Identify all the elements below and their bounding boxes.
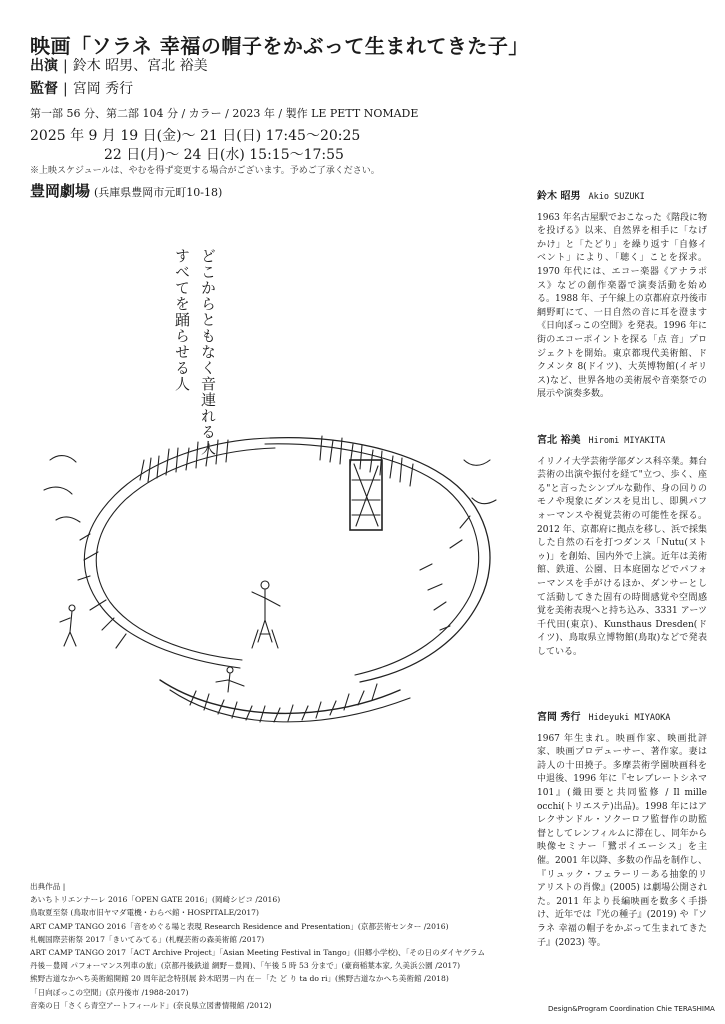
- bio-hiromi-miyakita: [537, 434, 707, 660]
- venue-name: 豊岡劇場: [30, 182, 91, 200]
- source-item: 音楽の日「さくら青空アートフィールド」(奈良県立図書情報館 /2012): [30, 1000, 272, 1010]
- bio-text: 1967 年生まれ。映画作家、映画批評家、映画プロデューサー、著作家。妻は詩人の十田撓子。多摩芸術学園映画科を中退後、1996 年に『セレブレートシネマ 101』(織田要と共同監修 / Il mille occhi(トリエステ)出品)。1998 年にはアレクサンドル・ソクーロフ監督作の助監督としてレンフィルムに滞在し、同年から映像セミナー「鷺ポイエーシス」を主催。2001 年以降、多数の作品を制作し、『リュック・フェラーリ－ある抽象的リアリストの肖像』(2005) は劇場公開された。2011 年より長編映画を数多く手掛け、近年では『光の種子』(2019) や『ソラネ 幸福の帽子をかぶって生まれてきた子』(2023) 等。: [537, 733, 707, 948]
- cast-separator: |: [63, 58, 68, 74]
- bio-name-ja: 宮北 裕美: [537, 435, 581, 446]
- source-heading: 出典作品 |: [30, 882, 66, 891]
- bio-text: 1963 年名古屋駅でおこなった《階段に物を投げる》以来、自然界を相手に「なげかけ」と「たどり」を繰り返す「自修イベント」により、「聴く」ことを探求。1970 年代には、エコー楽器《アナラポス》などの創作楽器で演奏活動を始める。1988 年、子午線上の京都府京丹後市網野町にて、一日自然の音に耳を澄ます《日向ぼっこの空間》を発表。1996 年に街のエコーポイントを探る「点 音」プロジェクトを開始。東京都現代美術館、ドクメンタ 8(ドイツ)、大英博物館(イギリス)など、世界各地の美術展や音楽祭での展示や演奏多数。: [537, 212, 707, 400]
- source-item: ART CAMP TANGO 2016「音をめぐる場と表現 Research Residence and Presentation」(京都芸術センター /2016): [30, 921, 449, 931]
- bio-hideyuki-miyaoka: [537, 711, 707, 950]
- film-tech-info: 第一部 56 分、第二部 104 分 / カラー / 2023 年 / 製作 LE PETT NOMADE: [30, 107, 419, 120]
- venue: [30, 180, 222, 201]
- design-credit: Design&Program Coordination Chie TERASHIMA: [548, 1005, 715, 1013]
- director-separator: |: [63, 81, 68, 97]
- cast-line: [30, 55, 208, 75]
- bio-text: イリノイ大学芸術学部ダンス科卒業。舞台芸術の出演や振付を経て"立つ、歩く、座る"と言ったシンプルな動作、身の回りのモノや現象にダンスを見出し、即興パフォーマンスや視覚芸術の可能性を探る。2012 年、京都府に拠点を移し、浜で採集した自然の石を打つダンス「Nutu(ヌトゥ)」を創始、国内外で上演。近年は美術館、鉄道、公園、日本庭園などでパフォーマンスを手がけるほか、ダンサーとして活動してきた固有の時間感覚や空間感覚を美術表現へと持ち込み、3331 アーツ千代田(東京)、Kunsthaus Dresden(ドイツ)、鳥取県立博物館(鳥取)などで発表している。: [537, 456, 707, 657]
- source-item: 札幌国際芸術祭 2017「きいてみてる」(札幌芸術の森美術館 /2017): [30, 934, 265, 944]
- schedule-note: ※上映スケジュールは、やむを得ず変更する場合がございます。予めご了承ください。: [30, 166, 380, 176]
- bio-name-ja: 鈴木 昭男: [537, 191, 581, 202]
- tagline-line-1: どこからともなく音連れる人: [199, 248, 217, 456]
- bio-name: [537, 711, 707, 726]
- director-label: 監督: [30, 81, 58, 97]
- source-item: あいちトリエンナーレ 2016「OPEN GATE 2016」(岡崎シビコ /2016): [30, 895, 281, 905]
- bio-name: [537, 190, 707, 205]
- cast-names: 鈴木 昭男、宮北 裕美: [72, 58, 208, 74]
- bio-name-ja: 宮岡 秀行: [537, 712, 581, 723]
- film-title: 映画「ソラネ 幸福の帽子をかぶって生まれてきた子」: [30, 34, 529, 58]
- performance-sketch-illustration: [20, 420, 520, 750]
- bio-name-roman: Hideyuki MIYAOKA: [588, 713, 671, 723]
- source-item: 丹後－豊岡 パフォーマンス列車の旅」(京都丹後鉄道 網野－豊岡)、「午後 5 時 53 分まで」(豪商稲葉本家, 久美浜公園 /2017): [30, 961, 461, 971]
- bio-name-roman: Hiromi MIYAKITA: [588, 436, 666, 446]
- cast-label: 出演: [30, 58, 58, 74]
- bio-name-roman: Akio SUZUKI: [588, 192, 645, 202]
- source-works-list: [30, 880, 550, 1012]
- tagline-line-2: すべてを踊らせる人: [173, 248, 191, 392]
- screening-dates-1: 2025 年 9 月 19 日(金)〜 21 日(日) 17:45〜20:25: [30, 128, 361, 144]
- screening-dates-2: 22 日(月)〜 24 日(水) 15:15〜17:55: [104, 147, 344, 163]
- director-line: [30, 78, 133, 98]
- venue-address: (兵庫県豊岡市元町10-18): [94, 186, 223, 199]
- source-item: 鳥取夏至祭 (鳥取市旧ヤマダ電機・わらべ館・HOSPITALE/2017): [30, 908, 259, 918]
- source-item: 「日向ぼっこの空間」(京丹後市 /1988-2017): [30, 987, 189, 997]
- bio-name: [537, 434, 707, 449]
- source-item: ART CAMP TANGO 2017「ACT Archive Project」「Asian Meeting Festival in Tango」(旧郷小学校)、「その日のダイヤグラム: [30, 948, 486, 958]
- director-name: 宮岡 秀行: [72, 81, 134, 97]
- source-item: 熊野古道なかへち美術館開館 20 周年記念特別展 鈴木昭男－内 在－「た ど り ta do ri」(熊野古道なかへち美術館 /2018): [30, 974, 449, 984]
- bio-akio-suzuki: [537, 190, 707, 402]
